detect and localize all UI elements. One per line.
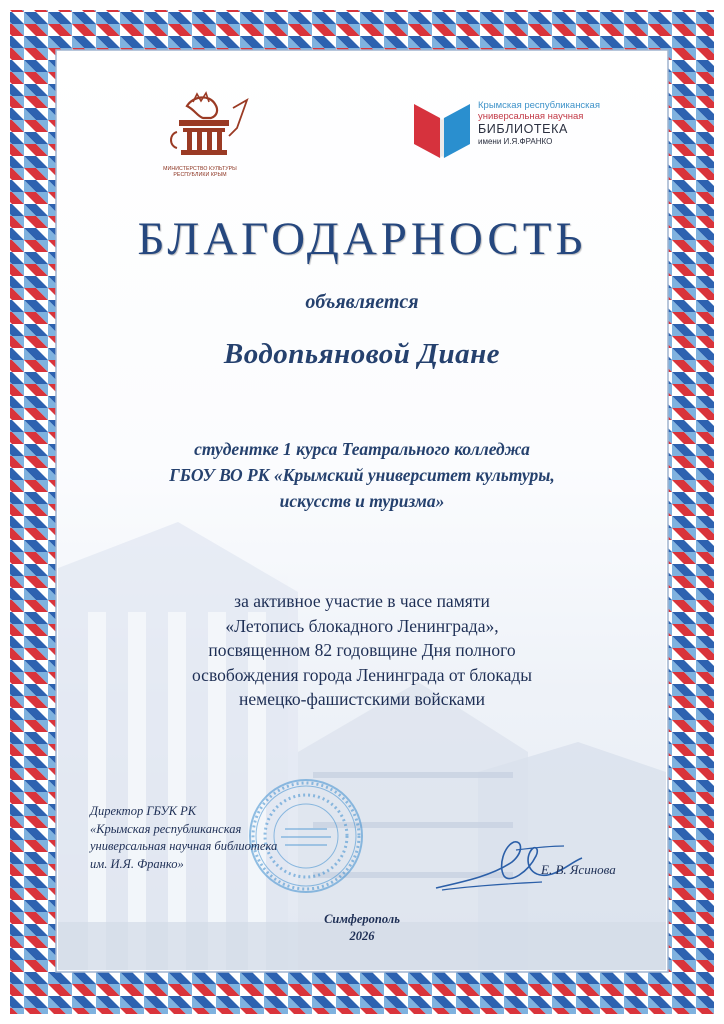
library-name-line2: универсальная научная [478,111,584,122]
director-line: «Крымская республиканская [90,821,242,836]
affiliation-line: студентке 1 курса Театрального колледжа [194,439,530,459]
announced-text: объявляется [305,291,419,313]
director-title [90,803,277,873]
year: 2026 [349,929,375,943]
affiliation-line: ГБОУ ВО РК «Крымский университет культуры, [169,465,555,485]
ministry-caption-line: МИНИСТЕРСТВО КУЛЬТУРЫ [163,166,237,172]
reason-line: немецко-фашистскими войсками [238,689,486,709]
place-and-year [0,911,724,945]
affiliation-line: искусств и туризма» [279,491,445,511]
ministry-caption-line: РЕСПУБЛИКИ КРЫМ [173,172,227,178]
reason-line: посвященном 82 годовщине Дня полного [208,640,516,660]
recipient-affiliation [0,436,724,514]
director-line: универсальная научная библиотека [90,839,278,853]
library-name-line1: Крымская республиканская [478,100,600,111]
library-book-icon [414,100,470,158]
director-line: им. И.Я. Франко» [90,856,184,871]
recipient-name: Водопьяновой Диане [223,338,501,370]
library-name-line4: имени И.Я.ФРАНКО [478,137,553,146]
city-name: Симферополь [324,912,400,926]
director-line: Директор ГБУК РК [90,804,197,818]
signer-name: Е. В. Ясинова [541,862,616,877]
award-reason [0,589,724,712]
reason-line: «Летопись блокадного Ленинграда», [225,615,499,636]
library-name-line3: БИБЛИОТЕКА [478,122,568,136]
library-name [478,100,600,147]
certificate-title: БЛАГОДАРНОСТЬ [137,213,587,265]
reason-line: за активное участие в часе памяти [234,591,490,611]
reason-line: освобождения города Ленинграда от блокады [191,664,533,685]
ministry-caption [150,166,250,178]
